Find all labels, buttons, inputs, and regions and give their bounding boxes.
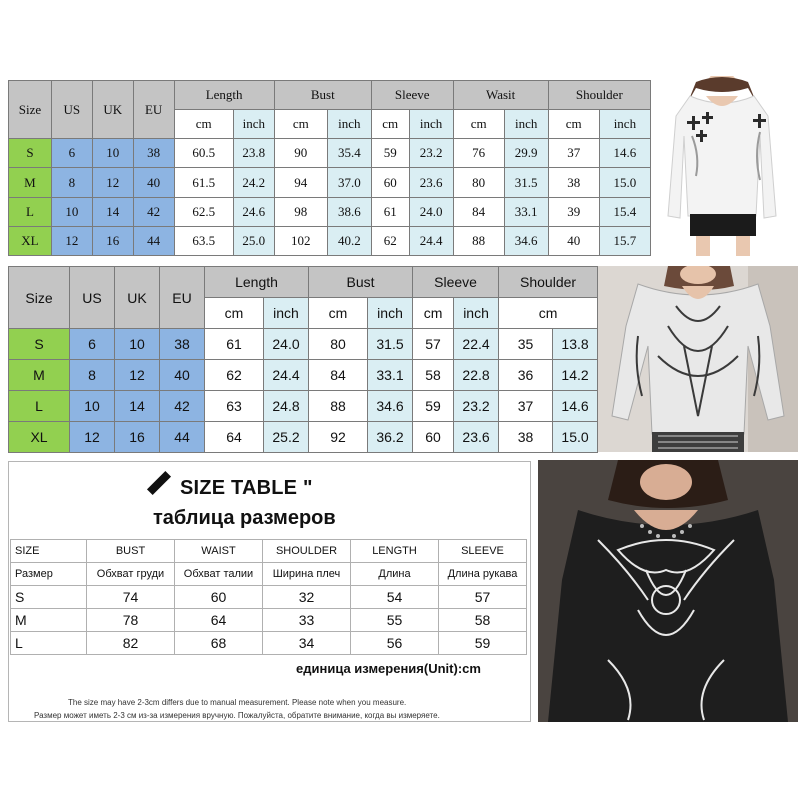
- table-cell: 40: [160, 360, 205, 391]
- table-cell: 10: [92, 139, 133, 168]
- unit-cell: inch: [233, 110, 274, 139]
- table-cell: 56: [351, 632, 439, 655]
- table-cell: 40: [133, 168, 174, 197]
- table-cell: 15.4: [599, 197, 650, 226]
- measurement-note-english: The size may have 2-3cm differs due to manual measurement. Please note when you measure.: [68, 698, 407, 707]
- table-cell: 37: [499, 391, 553, 422]
- table-row: [11, 586, 527, 609]
- table-cell: 12: [92, 168, 133, 197]
- gray-top-illustration: [598, 266, 798, 452]
- table-cell: 35: [499, 329, 553, 360]
- header-sleeve: Sleeve: [413, 267, 499, 298]
- table-cell: 58: [439, 609, 527, 632]
- table-cell: 24.6: [233, 197, 274, 226]
- table-cell: 57: [439, 586, 527, 609]
- table-cell: 39: [548, 197, 599, 226]
- table-cell: 22.4: [454, 329, 499, 360]
- header-size: SIZE: [11, 540, 87, 563]
- table-cell: 59: [413, 391, 454, 422]
- header-length: Length: [174, 81, 274, 110]
- table-cell: 23.8: [233, 139, 274, 168]
- table-cell: 12: [51, 226, 92, 255]
- unit-cell: inch: [368, 298, 413, 329]
- table-cell: L: [9, 197, 52, 226]
- table-cell: 88: [309, 391, 368, 422]
- table-cell: 25.0: [233, 226, 274, 255]
- unit-cell: cm: [413, 298, 454, 329]
- header-shoulder: SHOULDER: [263, 540, 351, 563]
- table-cell: 102: [274, 226, 327, 255]
- table-cell: XL: [9, 226, 52, 255]
- table-cell: 63: [205, 391, 264, 422]
- header-waist-ru: Обхват талии: [175, 563, 263, 586]
- table-cell: 34.6: [504, 226, 548, 255]
- table-row: [11, 632, 527, 655]
- product-image-gray-print-top: [598, 266, 798, 452]
- table-row: [9, 168, 651, 197]
- table-cell: 33.1: [504, 197, 548, 226]
- table-cell: 23.6: [409, 168, 453, 197]
- table-cell: 31.5: [504, 168, 548, 197]
- table-row: [11, 609, 527, 632]
- table-cell: 90: [274, 139, 327, 168]
- table-cell: 25.2: [264, 422, 309, 453]
- header-size: Size: [9, 267, 70, 329]
- table-cell: 24.4: [264, 360, 309, 391]
- table-cell: 37.0: [327, 168, 371, 197]
- table-cell: 31.5: [368, 329, 413, 360]
- table-cell: 22.8: [454, 360, 499, 391]
- unit-cell: cm: [309, 298, 368, 329]
- product-image-black-print-top: [538, 460, 798, 722]
- header-uk: UK: [115, 267, 160, 329]
- header-us: US: [70, 267, 115, 329]
- table-cell: 40: [548, 226, 599, 255]
- table-cell: 6: [70, 329, 115, 360]
- table-cell: 55: [351, 609, 439, 632]
- table-cell: 98: [274, 197, 327, 226]
- table-row: [9, 329, 598, 360]
- table-cell: 16: [115, 422, 160, 453]
- header-size-ru: Размер: [11, 563, 87, 586]
- white-top-illustration: [656, 76, 798, 256]
- table-cell: 92: [309, 422, 368, 453]
- header-sleeve: SLEEVE: [439, 540, 527, 563]
- table-cell: 37: [548, 139, 599, 168]
- table-cell: 14: [92, 197, 133, 226]
- size-chart-table-1: [8, 80, 651, 256]
- unit-cell: cm: [274, 110, 327, 139]
- table-cell: 38.6: [327, 197, 371, 226]
- table-cell: 60: [175, 586, 263, 609]
- header-waist: WAIST: [175, 540, 263, 563]
- table-cell: L: [11, 632, 87, 655]
- table-cell: 44: [133, 226, 174, 255]
- header-size: Size: [9, 81, 52, 139]
- table-cell: 14.6: [599, 139, 650, 168]
- table-cell: 14.6: [553, 391, 598, 422]
- header-length-ru: Длина: [351, 563, 439, 586]
- table-cell: 23.6: [454, 422, 499, 453]
- table-cell: 59: [439, 632, 527, 655]
- table-cell: 94: [274, 168, 327, 197]
- table-cell: 29.9: [504, 139, 548, 168]
- table-cell: M: [9, 168, 52, 197]
- table-cell: 60.5: [174, 139, 233, 168]
- table-cell: 74: [87, 586, 175, 609]
- size-table-title: SIZE TABLE ": [180, 477, 313, 499]
- table-cell: 38: [160, 329, 205, 360]
- size-chart-table-3: [10, 539, 527, 655]
- table-cell: 57: [413, 329, 454, 360]
- table-cell: 61: [205, 329, 264, 360]
- table-cell: 12: [115, 360, 160, 391]
- table-cell: M: [11, 609, 87, 632]
- table-cell: 24.8: [264, 391, 309, 422]
- table-cell: 61.5: [174, 168, 233, 197]
- table-cell: 62: [205, 360, 264, 391]
- table-row: [9, 422, 598, 453]
- table-cell: 76: [453, 139, 504, 168]
- table-cell: 13.8: [553, 329, 598, 360]
- table-cell: 54: [351, 586, 439, 609]
- black-top-illustration: [538, 460, 798, 722]
- unit-cell: cm: [174, 110, 233, 139]
- table-cell: 24.0: [409, 197, 453, 226]
- header-bust: Bust: [309, 267, 413, 298]
- table-cell: 44: [160, 422, 205, 453]
- header-shoulder-ru: Ширина плеч: [263, 563, 351, 586]
- table-cell: XL: [9, 422, 70, 453]
- table-cell: 15.0: [599, 168, 650, 197]
- table-cell: 63.5: [174, 226, 233, 255]
- table-cell: 33: [263, 609, 351, 632]
- table-cell: 80: [453, 168, 504, 197]
- table-cell: 24.0: [264, 329, 309, 360]
- table-cell: 15.0: [553, 422, 598, 453]
- table-cell: 80: [309, 329, 368, 360]
- table-row: [9, 360, 598, 391]
- table-cell: 84: [309, 360, 368, 391]
- table-cell: 8: [70, 360, 115, 391]
- size-table-title-russian: таблица размеров: [153, 507, 336, 529]
- header-shoulder: Shoulder: [548, 81, 650, 110]
- table-cell: 12: [70, 422, 115, 453]
- unit-cell: inch: [454, 298, 499, 329]
- header-length: LENGTH: [351, 540, 439, 563]
- table-cell: 38: [133, 139, 174, 168]
- table-cell: 16: [92, 226, 133, 255]
- table-cell: 24.2: [233, 168, 274, 197]
- header-waist: Wasit: [453, 81, 548, 110]
- header-bust-ru: Обхват груди: [87, 563, 175, 586]
- table-cell: 60: [413, 422, 454, 453]
- table-cell: 10: [115, 329, 160, 360]
- table-row: [9, 197, 651, 226]
- table-cell: 14: [115, 391, 160, 422]
- unit-cell: inch: [409, 110, 453, 139]
- unit-cell: cm: [499, 298, 598, 329]
- unit-cell: inch: [504, 110, 548, 139]
- header-uk: UK: [92, 81, 133, 139]
- header-sleeve: Sleeve: [371, 81, 453, 110]
- unit-cell: cm: [205, 298, 264, 329]
- table-cell: 62.5: [174, 197, 233, 226]
- header-sleeve-ru: Длина рукава: [439, 563, 527, 586]
- table-cell: S: [11, 586, 87, 609]
- table-cell: 10: [70, 391, 115, 422]
- table-cell: 60: [371, 168, 409, 197]
- table-cell: L: [9, 391, 70, 422]
- table-cell: 84: [453, 197, 504, 226]
- table-cell: 68: [175, 632, 263, 655]
- table-cell: 34.6: [368, 391, 413, 422]
- table-cell: 58: [413, 360, 454, 391]
- table-cell: 23.2: [409, 139, 453, 168]
- unit-cell: inch: [327, 110, 371, 139]
- table-cell: 61: [371, 197, 409, 226]
- unit-cell: cm: [371, 110, 409, 139]
- unit-cell: cm: [453, 110, 504, 139]
- unit-cell: cm: [548, 110, 599, 139]
- header-eu: EU: [133, 81, 174, 139]
- table-cell: 62: [371, 226, 409, 255]
- table-row: [9, 139, 651, 168]
- header-eu: EU: [160, 267, 205, 329]
- unit-cell: inch: [264, 298, 309, 329]
- table-cell: 64: [175, 609, 263, 632]
- table-cell: 23.2: [454, 391, 499, 422]
- table-cell: 42: [160, 391, 205, 422]
- table-row: [9, 226, 651, 255]
- header-shoulder: Shoulder: [499, 267, 598, 298]
- header-us: US: [51, 81, 92, 139]
- table-cell: 36.2: [368, 422, 413, 453]
- table-cell: M: [9, 360, 70, 391]
- table-cell: 88: [453, 226, 504, 255]
- table-cell: 38: [548, 168, 599, 197]
- unit-note: единица измерения(Unit):cm: [296, 661, 481, 676]
- table-cell: 40.2: [327, 226, 371, 255]
- table-cell: 33.1: [368, 360, 413, 391]
- table-cell: 38: [499, 422, 553, 453]
- header-bust: Bust: [274, 81, 371, 110]
- table-cell: S: [9, 329, 70, 360]
- table-cell: S: [9, 139, 52, 168]
- table-cell: 35.4: [327, 139, 371, 168]
- table-row: [9, 391, 598, 422]
- table-cell: 59: [371, 139, 409, 168]
- table-cell: 42: [133, 197, 174, 226]
- table-cell: 14.2: [553, 360, 598, 391]
- header-bust: BUST: [87, 540, 175, 563]
- table-cell: 64: [205, 422, 264, 453]
- table-cell: 34: [263, 632, 351, 655]
- table-cell: 24.4: [409, 226, 453, 255]
- size-chart-table-2: [8, 266, 598, 453]
- table-cell: 15.7: [599, 226, 650, 255]
- unit-cell: inch: [599, 110, 650, 139]
- table-cell: 8: [51, 168, 92, 197]
- table-cell: 6: [51, 139, 92, 168]
- table-cell: 82: [87, 632, 175, 655]
- table-cell: 36: [499, 360, 553, 391]
- table-cell: 10: [51, 197, 92, 226]
- table-cell: 78: [87, 609, 175, 632]
- measurement-note-russian: Размер может иметь 2-3 см из-за измерения вручную. Пожалуйста, обратите внимание, когда вы измеряете.: [34, 711, 440, 720]
- product-image-white-top: [656, 76, 798, 256]
- table-cell: 32: [263, 586, 351, 609]
- header-length: Length: [205, 267, 309, 298]
